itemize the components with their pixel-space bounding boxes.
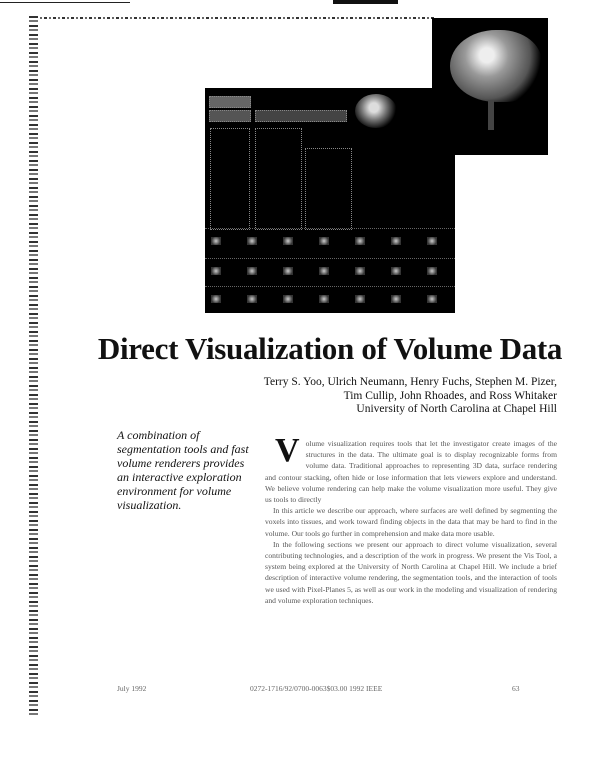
volume-tool-screenshot-figure bbox=[205, 88, 455, 313]
author-line: Tim Cullip, John Rhoades, and Ross Whitaker bbox=[343, 389, 557, 402]
abstract-pullquote: A combination of segmentation tools and fast volume renderers provides an interactive exploration environment for volume visualization. bbox=[117, 428, 249, 512]
slice-row bbox=[205, 286, 455, 313]
paragraph: In this article we describe our approach, where surfaces are well defined by segmenting the voxels into tissues, and work toward finding objects in the data that may be hard to find in the volume. Our tools go further in comprehension and make data more usable. bbox=[265, 506, 557, 538]
paragraph-text: olume visualization requires tools that let the investigator create images of the structures in the data. The ultimate goal is to display recognizable forms from volume data. Traditional approaches to representing 3D data, surface rendering and contour stacking, often hide or lose information that lets viewers explore and understand. We believe volume rendering can help make the volume visualization more useful. They give us tools to directly bbox=[265, 439, 557, 505]
affiliation: University of North Carolina at Chapel Hill bbox=[356, 403, 557, 415]
author-line: Terry S. Yoo, Ulrich Neumann, Henry Fuchs, Stephen M. Pizer, bbox=[263, 376, 557, 388]
page-number: 63 bbox=[512, 684, 520, 693]
slice-row bbox=[205, 228, 455, 255]
scan-artifact-line bbox=[35, 17, 435, 19]
footer-date: July 1992 bbox=[117, 684, 147, 693]
author-block bbox=[264, 376, 557, 417]
brain-thumbnail bbox=[355, 94, 397, 128]
article-title: Direct Visualization of Volume Data bbox=[97, 331, 563, 366]
header-bar bbox=[333, 0, 398, 4]
brain-image bbox=[450, 30, 542, 102]
header-rule bbox=[0, 2, 130, 3]
paragraph bbox=[265, 432, 557, 505]
article-body bbox=[265, 432, 557, 606]
control-panel bbox=[305, 148, 352, 230]
footer-copyright: 0272-1716/92/0700-0063$03.00 1992 IEEE bbox=[250, 684, 383, 693]
toolbar-icons bbox=[209, 96, 251, 108]
control-panel bbox=[255, 128, 302, 230]
paragraph: In the following sections we present our approach to direct volume visualization, several contributing technologies, and a description of the work in progress. We present the Vis Tool, a system being explored at the University of North Carolina at Chapel Hill. We include a brief description of interactive volume rendering, the segmentation tools, and the interaction of tools we used with Pixel-Planes 5, as well as our work in the modeling and visualization of rendering and volume exploration techniques. bbox=[265, 539, 557, 605]
toolbar-icons bbox=[209, 110, 251, 122]
brain-stem-image bbox=[488, 100, 494, 130]
drop-cap: V bbox=[275, 432, 300, 469]
toolbar-icons bbox=[255, 110, 347, 122]
slice-row bbox=[205, 258, 455, 285]
control-panel bbox=[210, 128, 250, 230]
